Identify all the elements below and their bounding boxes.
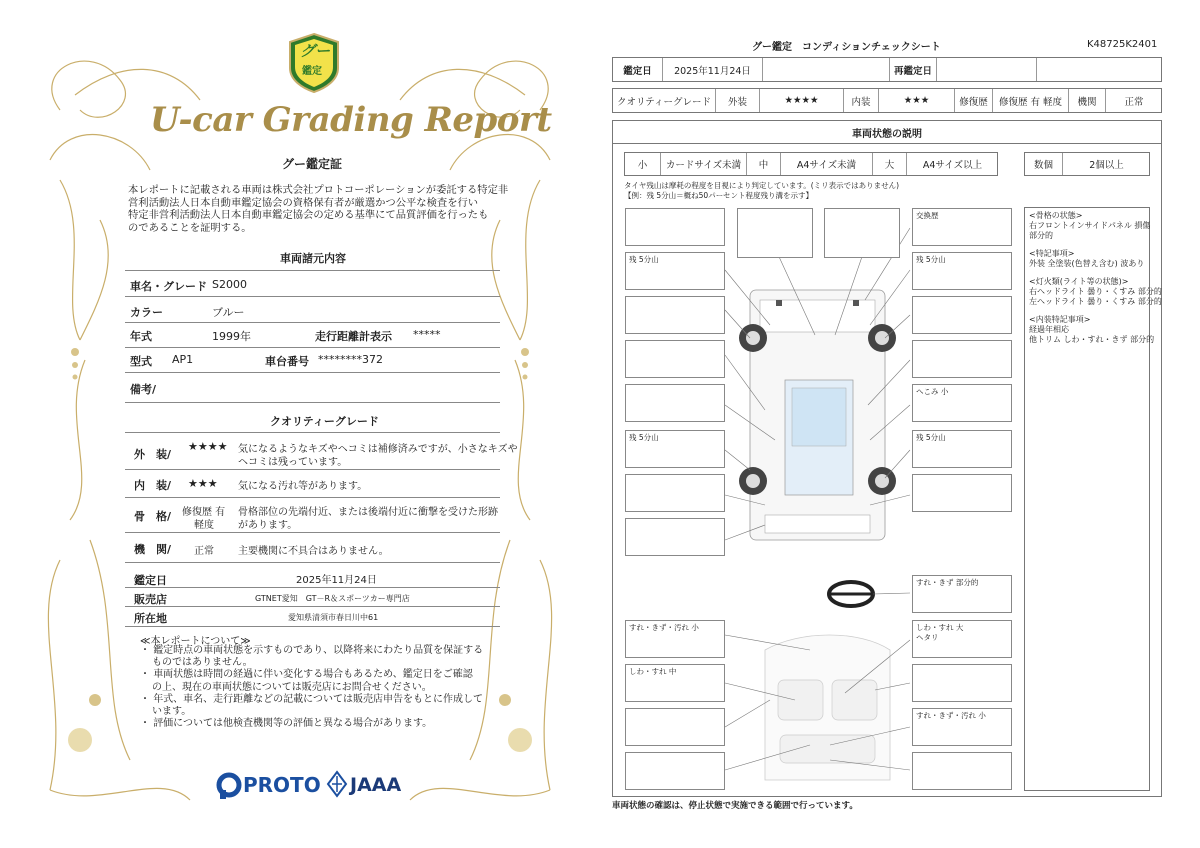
- interior-box: [625, 708, 725, 746]
- jaaa-logo: [326, 770, 416, 800]
- quality-engine-desc: 主要機関に不具合はありません。: [238, 546, 389, 557]
- legend-mid: 中: [747, 153, 781, 175]
- legend-count: 数個: [1025, 153, 1063, 175]
- interior-condition-text: ヘタリ: [916, 633, 939, 642]
- quality-exterior-desc: 気になるようなキズやヘコミは補修済みですが、小さなキズや: [238, 444, 518, 455]
- note-line: <特記事項>: [1029, 249, 1075, 258]
- about-item-cont: の上、現在の車両状態については販売店にお問合せください。: [152, 681, 432, 693]
- about-item: ・ 評価については他検査機関等の評価と異なる場合があります。: [140, 718, 433, 730]
- note-spacer: [1029, 241, 1145, 249]
- note-line: 部分的: [1029, 231, 1053, 240]
- steering-wheel-icon: [829, 582, 873, 606]
- report-title: U-car Grading Report: [150, 100, 552, 140]
- note-spacer: [1029, 269, 1145, 277]
- legend-large: 大: [873, 153, 907, 175]
- sheet-header: グー鑑定 コンディションチェックシート: [752, 42, 941, 53]
- note-line: 右ヘッドライト 曇り・くすみ 部分的: [1029, 287, 1162, 296]
- ext-grade: ★★★★: [760, 89, 844, 112]
- note-line: 外装 全塗装(色替え含む) 波あり: [1029, 259, 1145, 268]
- cert-line: 特定非営利活動法人日本自動車鑑定協会の定める基準にて品質評価を行ったも: [128, 209, 489, 221]
- damage-box: [824, 208, 900, 258]
- interior-box: [912, 664, 1012, 702]
- jaaa-mark-icon: [326, 770, 348, 798]
- interior-box: [625, 664, 725, 702]
- year-label: 年式: [130, 330, 152, 343]
- about-item: ・ 車両状態は時間の経過に伴い変化する場合もあるため、鑑定日をご確認: [140, 669, 473, 681]
- damage-box: [912, 474, 1012, 512]
- quality-frame-label: 骨 格/: [134, 510, 172, 523]
- about-title: ≪本レポートについて≫: [140, 636, 251, 647]
- date-label: 鑑定日: [613, 58, 663, 81]
- mileage-label: 走行距離計表示: [315, 330, 392, 343]
- proto-logo-text: PROTO: [243, 773, 321, 797]
- name-value: S2000: [212, 278, 247, 291]
- note-line: <内装特記事項>: [1029, 315, 1091, 324]
- quality-section-title: クオリティーグレード: [270, 415, 379, 428]
- int-label: 内装: [844, 89, 879, 112]
- interior-box: [912, 752, 1012, 790]
- about-item: ・ 鑑定時点の車両状態を示すものであり、以降将来にわたり品質を保証する: [140, 645, 484, 656]
- quality-frame-desc: があります。: [238, 520, 298, 531]
- dent-box: [912, 384, 1012, 422]
- ext-label: 外装: [716, 89, 760, 112]
- about-item-cont: ものではありません。: [152, 657, 253, 669]
- quality-frame-desc: 骨格部位の先端付近、または後端付近に衝撃を受けた形跡: [238, 507, 498, 518]
- steering-box: [912, 575, 1012, 613]
- proto-mark-icon: [215, 770, 245, 800]
- damage-box: [625, 296, 725, 334]
- cert-text: [128, 184, 508, 234]
- replacement-history-box: [912, 208, 1012, 246]
- model-value: AP1: [172, 353, 194, 366]
- quality-frame-grade: 軽度: [194, 520, 214, 531]
- damage-box: [625, 340, 725, 378]
- tire-remaining-text: 残 5分山: [629, 255, 659, 264]
- appraisal-date-value: 2025年11月24日: [296, 575, 377, 586]
- color-label: カラー: [130, 306, 163, 319]
- interior-box: [912, 620, 1012, 658]
- steering-condition-text: すれ・きず 部分的: [916, 578, 979, 587]
- damage-box: [625, 384, 725, 422]
- grade-label: クオリティーグレード: [613, 89, 716, 112]
- sheet-id: K48725K2401: [1087, 39, 1158, 50]
- interior-condition-text: しわ・すれ 大: [916, 623, 964, 632]
- tire-remaining-text: 残 5分山: [629, 433, 659, 442]
- about-list: [140, 645, 500, 730]
- vin-value: ********372: [318, 353, 383, 366]
- badge-top-text: グー: [300, 42, 331, 60]
- shop-value: GTNET愛知 GT－R＆スポーツカー専門店: [255, 594, 410, 603]
- vin-label: 車台番号: [265, 355, 309, 368]
- quality-exterior-grade: ★★★★: [188, 440, 228, 453]
- damage-box: [737, 208, 813, 258]
- shop-label: 販売店: [134, 593, 167, 606]
- date-value: 2025年11月24日: [663, 58, 763, 81]
- badge-bottom-text: 鑑定: [302, 66, 322, 77]
- frame-label: 修復歴: [955, 89, 993, 112]
- condition-check-sheet: [600, 0, 1200, 848]
- cert-title: グー鑑定証: [282, 157, 343, 171]
- tire-rear-left-box: [625, 430, 725, 468]
- footer-note: 車両状態の確認は、停止状態で実施できる範囲で行っています。: [612, 801, 858, 811]
- engine-value: 正常: [1124, 96, 1144, 108]
- reappraisal-label: 再鑑定日: [890, 58, 937, 81]
- interior-box: [912, 708, 1012, 746]
- quality-interior-label: 内 装/: [134, 479, 172, 492]
- legend-small: 小: [625, 153, 661, 175]
- quality-exterior-label: 外 装/: [134, 448, 172, 461]
- legend-mid-desc: A4サイズ未満: [781, 153, 873, 175]
- interior-box: [625, 752, 725, 790]
- about-item-cont: います。: [152, 706, 192, 718]
- damage-box: [912, 296, 1012, 334]
- about-item: ・ 年式、車名、走行距離などの記載については販売店申告をもとに作成して: [140, 693, 483, 705]
- goo-kantei-badge: [286, 32, 342, 94]
- color-value: ブルー: [212, 306, 245, 319]
- quality-frame-grade: 修復歴 有: [182, 507, 226, 518]
- note-line: 他トリム しわ・すれ・きず 部分的: [1029, 335, 1155, 344]
- quality-engine-label: 機 関/: [134, 543, 172, 556]
- address-value: 愛知県清須市春日川中61: [288, 613, 379, 622]
- cert-line: 営利活動法人日本自動車鑑定協会の資格保有者が厳選かつ公平な検査を行い: [128, 196, 479, 209]
- spec-section-title: 車両諸元内容: [280, 252, 346, 265]
- note-line: <灯火類(ライト等の状態)>: [1029, 277, 1129, 286]
- quality-interior-desc: 気になる汚れ等があります。: [238, 481, 368, 492]
- note-line: <骨格の状態>: [1029, 211, 1083, 220]
- jaaa-logo-text: JAAA: [350, 774, 402, 796]
- legend-small-desc: カードサイズ未満: [661, 153, 747, 175]
- tire-remaining-text: 残 5分山: [916, 433, 946, 442]
- interior-box: [625, 620, 725, 658]
- quality-engine-grade: 正常: [194, 546, 214, 557]
- cert-line: のであることを証明する。: [128, 221, 252, 234]
- replacement-history-text: 交換歴: [916, 211, 939, 220]
- legend-large-desc: A4サイズ以上: [922, 160, 983, 171]
- engine-label: 機関: [1069, 89, 1106, 112]
- section-title: 車両状態の説明: [612, 120, 1162, 144]
- name-label: 車名・グレード: [130, 280, 207, 293]
- interior-condition-text: すれ・きず・汚れ 小: [629, 623, 699, 632]
- proto-logo: [215, 770, 325, 800]
- frame-value: 修復歴 有 軽度: [993, 89, 1069, 112]
- mileage-value: *****: [413, 328, 441, 341]
- condition-notes-panel: [1024, 207, 1162, 791]
- dent-text: へこみ 小: [916, 387, 949, 396]
- int-grade: ★★★: [879, 89, 955, 112]
- model-label: 型式: [130, 355, 152, 368]
- notes-label: 備考/: [130, 383, 157, 396]
- damage-box: [625, 474, 725, 512]
- note-line: 右フロントインサイドパネル 損傷: [1029, 221, 1151, 230]
- interior-condition-text: しわ・すれ 中: [629, 667, 677, 676]
- note-line: 経過年相応: [1029, 325, 1069, 334]
- damage-box: [912, 340, 1012, 378]
- tire-remaining-text: 残 5分山: [916, 255, 946, 264]
- tire-front-right-box: [912, 252, 1012, 290]
- legend-count-desc: 2個以上: [1089, 160, 1124, 171]
- note-line: 左ヘッドライト 曇り・くすみ 部分的: [1029, 297, 1162, 306]
- tire-front-left-box: [625, 252, 725, 290]
- damage-box: [625, 208, 725, 246]
- appraisal-date-label: 鑑定日: [134, 574, 167, 587]
- year-value: 1999年: [212, 330, 251, 343]
- damage-box: [625, 518, 725, 556]
- cert-line: 本レポートに記載される車両は株式会社プロトコーポレーションが委託する特定非: [128, 184, 509, 196]
- quality-exterior-desc: ヘコミは残っています。: [238, 457, 348, 468]
- tire-note-example: 【例：残 5分山＝概ね50パーセント程度残り溝を示す】: [624, 191, 814, 200]
- tire-rear-right-box: [912, 430, 1012, 468]
- note-spacer: [1029, 307, 1145, 315]
- tire-note: タイヤ残山は摩耗の程度を目視により判定しています。(ミリ表示ではありません): [624, 181, 900, 190]
- quality-interior-grade: ★★★: [188, 477, 218, 490]
- address-label: 所在地: [134, 612, 167, 625]
- interior-condition-text: すれ・きず・汚れ 小: [916, 711, 986, 720]
